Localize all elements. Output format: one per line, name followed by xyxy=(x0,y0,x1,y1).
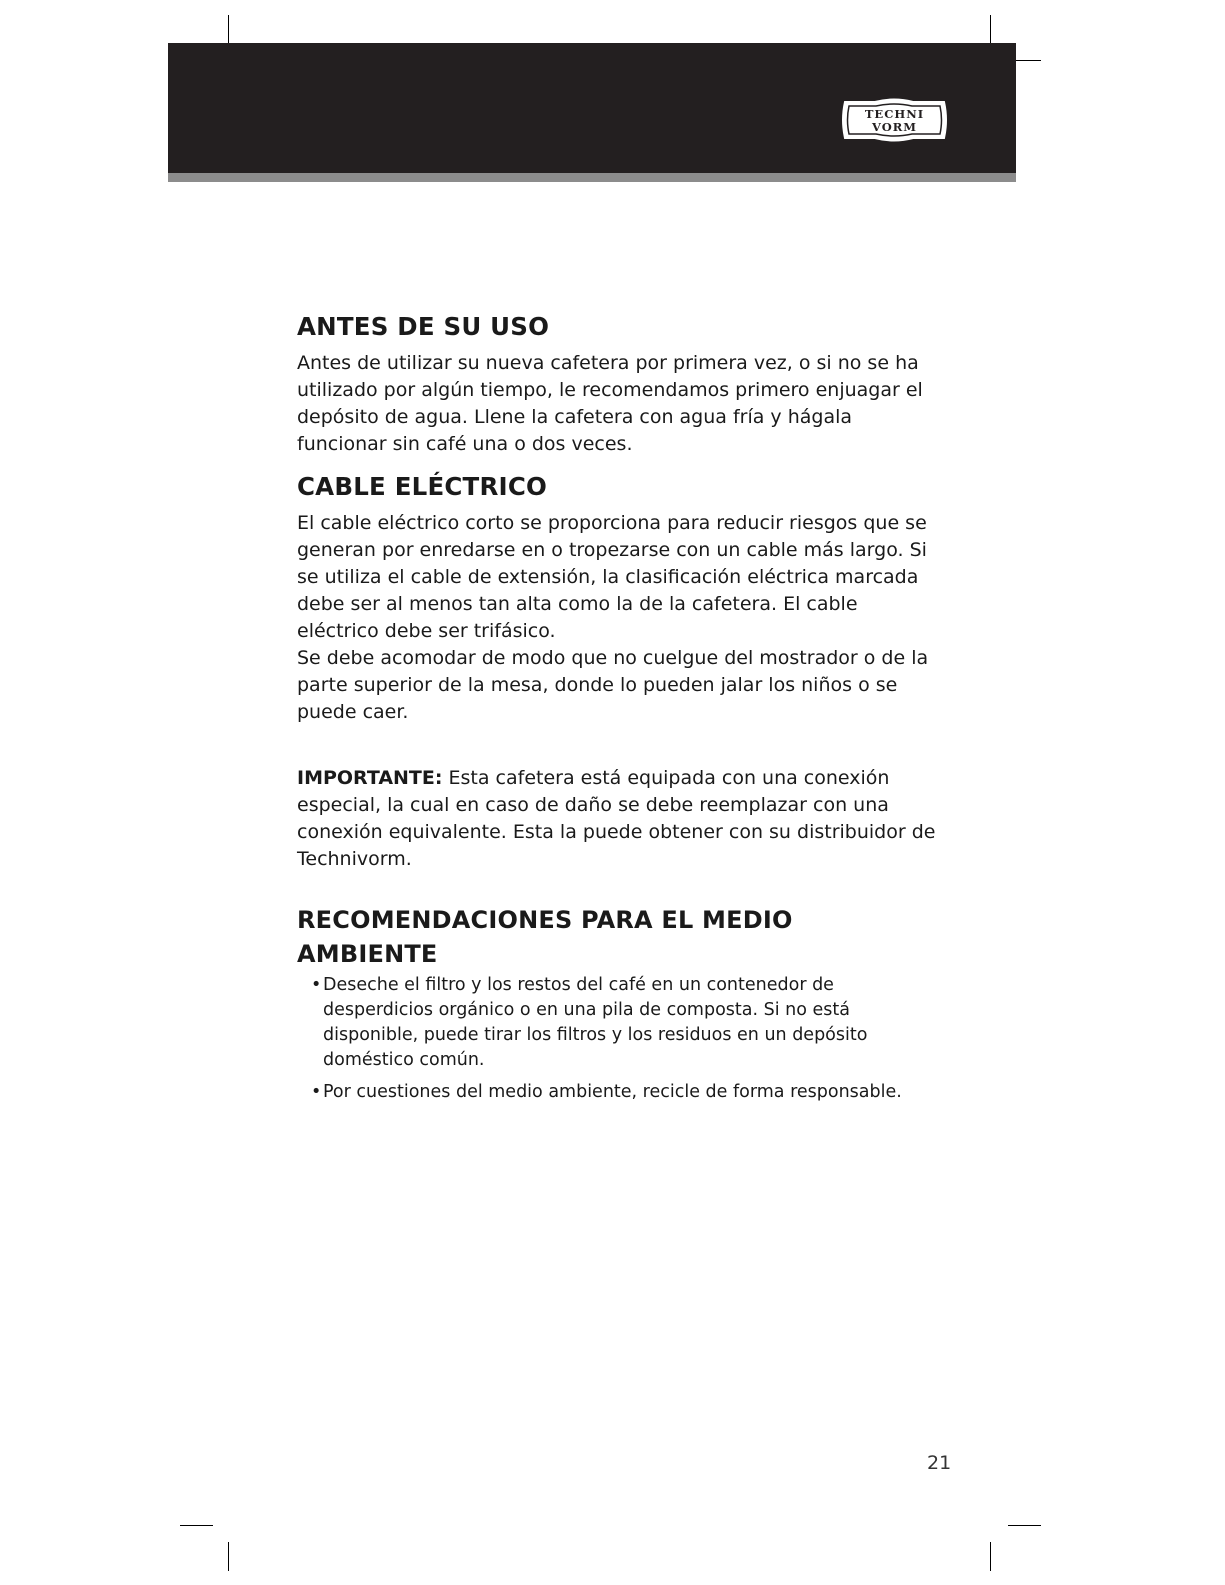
section-text-antes: Antes de utilizar su nueva cafetera por primera vez, o si no se ha utilizado por algún tiempo, le recomendamos primero enjuagar el depósito de agua. Llene la cafetera con agua fría y hágala funcionar sin café una o dos veces. xyxy=(297,352,923,455)
ambiente-bullet-list xyxy=(297,973,937,1105)
crop-mark-top-left-vertical xyxy=(228,15,229,44)
page-number: 21 xyxy=(927,1452,952,1474)
bullet-icon: • xyxy=(311,975,322,995)
logo-line1: TECHNI xyxy=(864,107,925,121)
header-strip xyxy=(168,173,1016,182)
crop-mark-bottom-left-horizontal xyxy=(180,1525,213,1526)
page-content xyxy=(297,310,937,1105)
section-text-cable-2: Se debe acomodar de modo que no cuelgue del mostrador o de la parte superior de la mesa, donde lo pueden jalar los niños o se puede caer. xyxy=(297,647,929,723)
technivorm-logo-badge xyxy=(839,98,950,142)
important-note xyxy=(297,765,937,873)
crop-mark-bottom-right-horizontal xyxy=(1008,1525,1041,1526)
crop-mark-bottom-right-vertical xyxy=(990,1542,991,1571)
crop-mark-bottom-left-vertical xyxy=(228,1542,229,1571)
section-text-cable-1: El cable eléctrico corto se proporciona para reducir riesgos que se generan por enredarse en o tropezarse con un cable más largo. Si se utiliza el cable de extensión, la clasificación eléctrica marcada debe ser al menos tan alta como la de la cafetera. El cable eléctrico debe ser trifásico. xyxy=(297,512,927,642)
list-item-text: Por cuestiones del medio ambiente, recicle de forma responsable. xyxy=(323,1082,902,1102)
list-item-text: Deseche el filtro y los restos del café en un contenedor de desperdicios orgánico o en una pila de composta. Si no está disponible, puede tirar los filtros y los residuos en un depósito doméstico común. xyxy=(323,975,868,1070)
bullet-icon: • xyxy=(311,1082,322,1102)
section-title-cable: CABLE ELÉCTRICO xyxy=(297,472,548,501)
important-label: IMPORTANTE: xyxy=(297,767,443,789)
technivorm-logo xyxy=(839,98,950,142)
section-title-ambiente: RECOMENDACIONES PARA EL MEDIO AMBIENTE xyxy=(297,906,793,968)
logo-line2: VORM xyxy=(871,120,918,134)
list-item xyxy=(311,973,937,1073)
list-item xyxy=(311,1080,937,1105)
important-text: Esta cafetera está equipada con una conexión especial, la cual en caso de daño se debe reemplazar con una conexión equivalente. Esta la puede obtener con su distribuidor de Technivorm. xyxy=(297,767,936,870)
section-title-antes: ANTES DE SU USO xyxy=(297,312,550,341)
crop-mark-top-right-vertical xyxy=(990,15,991,44)
